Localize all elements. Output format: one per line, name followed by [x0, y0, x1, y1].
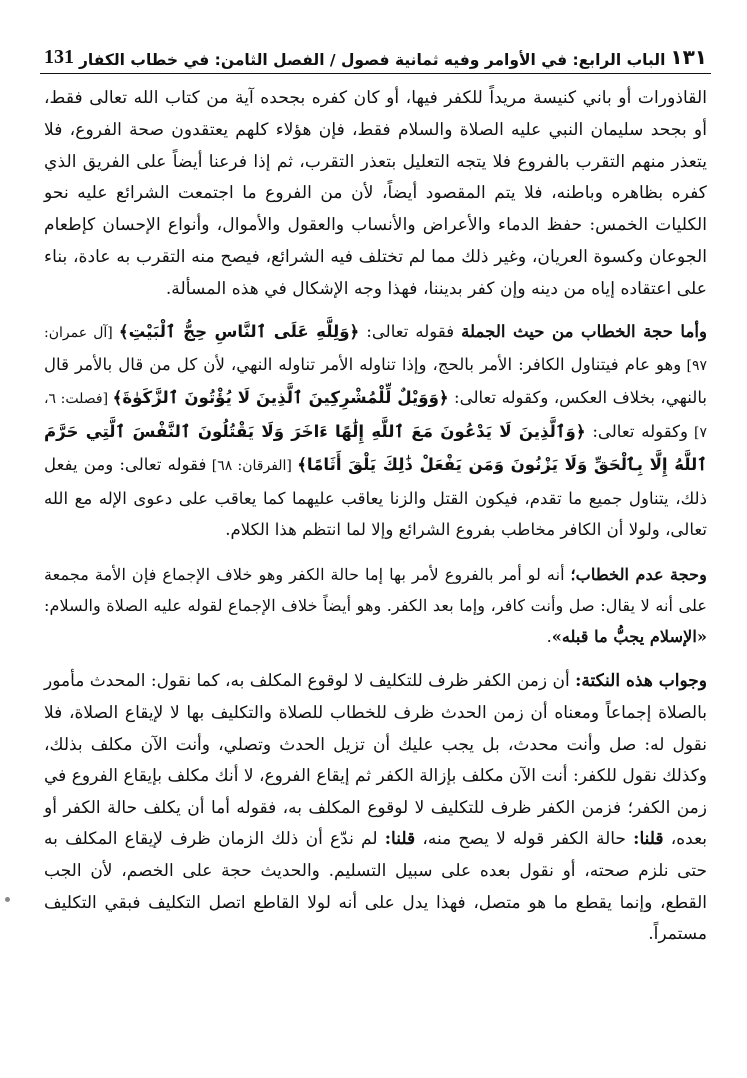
verse-reference-2: [فصلت: ٦، ٧]: [44, 391, 707, 441]
reply-label-1: قلنا:: [633, 829, 664, 850]
margin-mark: [5, 897, 10, 902]
reply-label-2: قلنا:: [384, 829, 416, 850]
paragraph-4: [40, 666, 711, 950]
paragraph-2-lead: وأما حجة الخطاب من حيث الجملة: [461, 320, 707, 341]
paragraph-4-text-2: حالة الكفر قوله لا يصح منه،: [415, 829, 634, 850]
paragraph-3-lead: وحجة عدم الخطاب؛: [570, 565, 708, 585]
paragraph-3-text-1: أنه لو أمر بالفروع لأمر بها إما حالة الكفر وهو خلاف الإجماع فإن الأمة مجمعة على أنه لا يقال: صل وأنت كافر، وإما بعد الكفر. وهو أيضاً خلاف الإجماع لقوله عليه الصلاة والسلام:: [44, 565, 707, 616]
verse-reference-1: [آل عمران: ٩٧]: [44, 324, 707, 374]
verse-reference-3: [الفرقان: ٦٨]: [206, 458, 298, 475]
paragraph-1: [40, 83, 711, 306]
paragraph-4-lead: وجواب هذه النكتة:: [575, 671, 707, 692]
paragraph-1-text: القاذورات أو باني كنيسة مريداً للكفر فيها، أو كان كفره بجحده آية من كتاب الله تعالى فقط، أو بجحد سليمان النبي عليه الصلاة والسلام فقط، فإن هؤلاء كلهم يعتقدون صحة الفروع، فلا يتعذر منهم التقرب بالفروع فلا يتجه التعليل بتعذر التقرب، ثم إذا فرعنا أيضاً على الفريق الذي كفره بظاهره وباطنه، فلا يتم المقصود أيضاً، لأن من الفروع ما اجتمعت الشرائع عليه نحو الكليات الخمس: حفظ الدماء والأعراض والأنساب والعقول والأموال، وأنواع الإحسان كإطعام الجوعان وكسوة العريان، وغير ذلك مما لم تختلف فيه الشرائع، فيصح منه التقرب به عادة، بناء على اعتقاده إياه من دينه وإن كفر بديننا، فهذا وجه الإشكال في هذه المسألة.: [44, 88, 707, 299]
paragraph-2-text-2: وهو عام فيتناول الكافر: الأمر بالحج، وإذا تناوله الأمر تناوله النهي، لأن كل من قال بالأمر قال بالنهي، بخلاف العكس، وكقوله تعالى:: [44, 354, 707, 408]
paragraph-3-text-2: .: [546, 627, 552, 647]
paragraph-2-text-1: فقوله تعالى:: [359, 321, 462, 341]
running-title: الباب الرابع: في الأوامر وفيه ثمانية فصول / الفصل الثامن: في خطاب الكفار: [78, 51, 666, 69]
page-number-arabic: ١٣١: [670, 45, 707, 69]
page-header: [40, 40, 711, 74]
paragraph-4-text-1: أن زمن الكفر ظرف للتكليف لا لوقوع المكلف به، كما نقول: المحدث مأمور بالصلاة إجماعاً ومعناه أن زمن الحدث ظرف للخطاب للصلاة والتكليف بها لا لإيقاع الصلاة، فلا نقول له: صل وأنت محدث، بل يجب عليك أن تزيل الحدث وتصلي، وأنت الآن مكلف بذلك، وكذلك نقول للكفر: أنت الآن مكلف بإزالة الكفر ثم إيقاع الفروع، لا أنك مكلف بإيقاع الفروع في زمن الكفر؛ فزمن الكفر ظرف للتكليف لا لوقوع المكلف به، فقوله أما أن يكلف حالة الكفر أو بعده،: [44, 671, 707, 850]
quran-verse-3: ﴿وَٱلَّذِينَ لَا يَدْعُونَ مَعَ ٱللَّهِ إِلَٰهًا ءَاخَرَ وَلَا يَقْتُلُونَ ٱلنَّفْسَ ٱلَّتِي حَرَّمَ ٱللَّهُ إِلَّا بِٱلْحَقِّ وَلَا يَزْنُونَ وَمَن يَفْعَلْ ذَٰلِكَ يَلْقَ أَثَامًا﴾: [44, 421, 708, 475]
quran-verse-2: ﴿وَوَيْلٌ لِّلْمُشْرِكِينَ ٱلَّذِينَ لَا يُؤْتُونَ ٱلزَّكَوٰةَ﴾: [112, 388, 449, 408]
paragraph-3: [40, 559, 711, 652]
quran-verse-1: ﴿وَلِلَّهِ عَلَى ٱلنَّاسِ حِجُّ ٱلْبَيْتِ﴾: [118, 321, 360, 341]
page-number-latin: 131: [44, 46, 75, 68]
hadith-quote: «الإسلام يجبُّ ما قبله»: [551, 627, 707, 647]
paragraph-4-text-3: لم ندّع أن ذلك الزمان ظرف لإيقاع المكلف به حتى نلزم صحته، أو نقول بعده على سبيل التسليم. والحديث حجة على الخصم، لأن الجب القطع، وإنما يقطع ما هو متصل، فهذا يدل على أنه لولا القاطع اتصل التكليف فبقي التكليف مستمراً.: [44, 829, 707, 945]
page-body: [40, 83, 711, 951]
paragraph-2: [40, 316, 711, 546]
paragraph-2-text-4: فقوله تعالى: ومن يفعل ذلك، يتناول جميع ما تقدم، فيكون القتل والزنا يعاقب عليهما كما يعاقب على دعوى الإله مع الله تعالى، ولولا أن الكافر مخاطب بفروع الشرائع وإلا لما انتظم هذا الكلام.: [44, 455, 707, 540]
paragraph-2-text-3: وكقوله تعالى:: [585, 421, 689, 441]
